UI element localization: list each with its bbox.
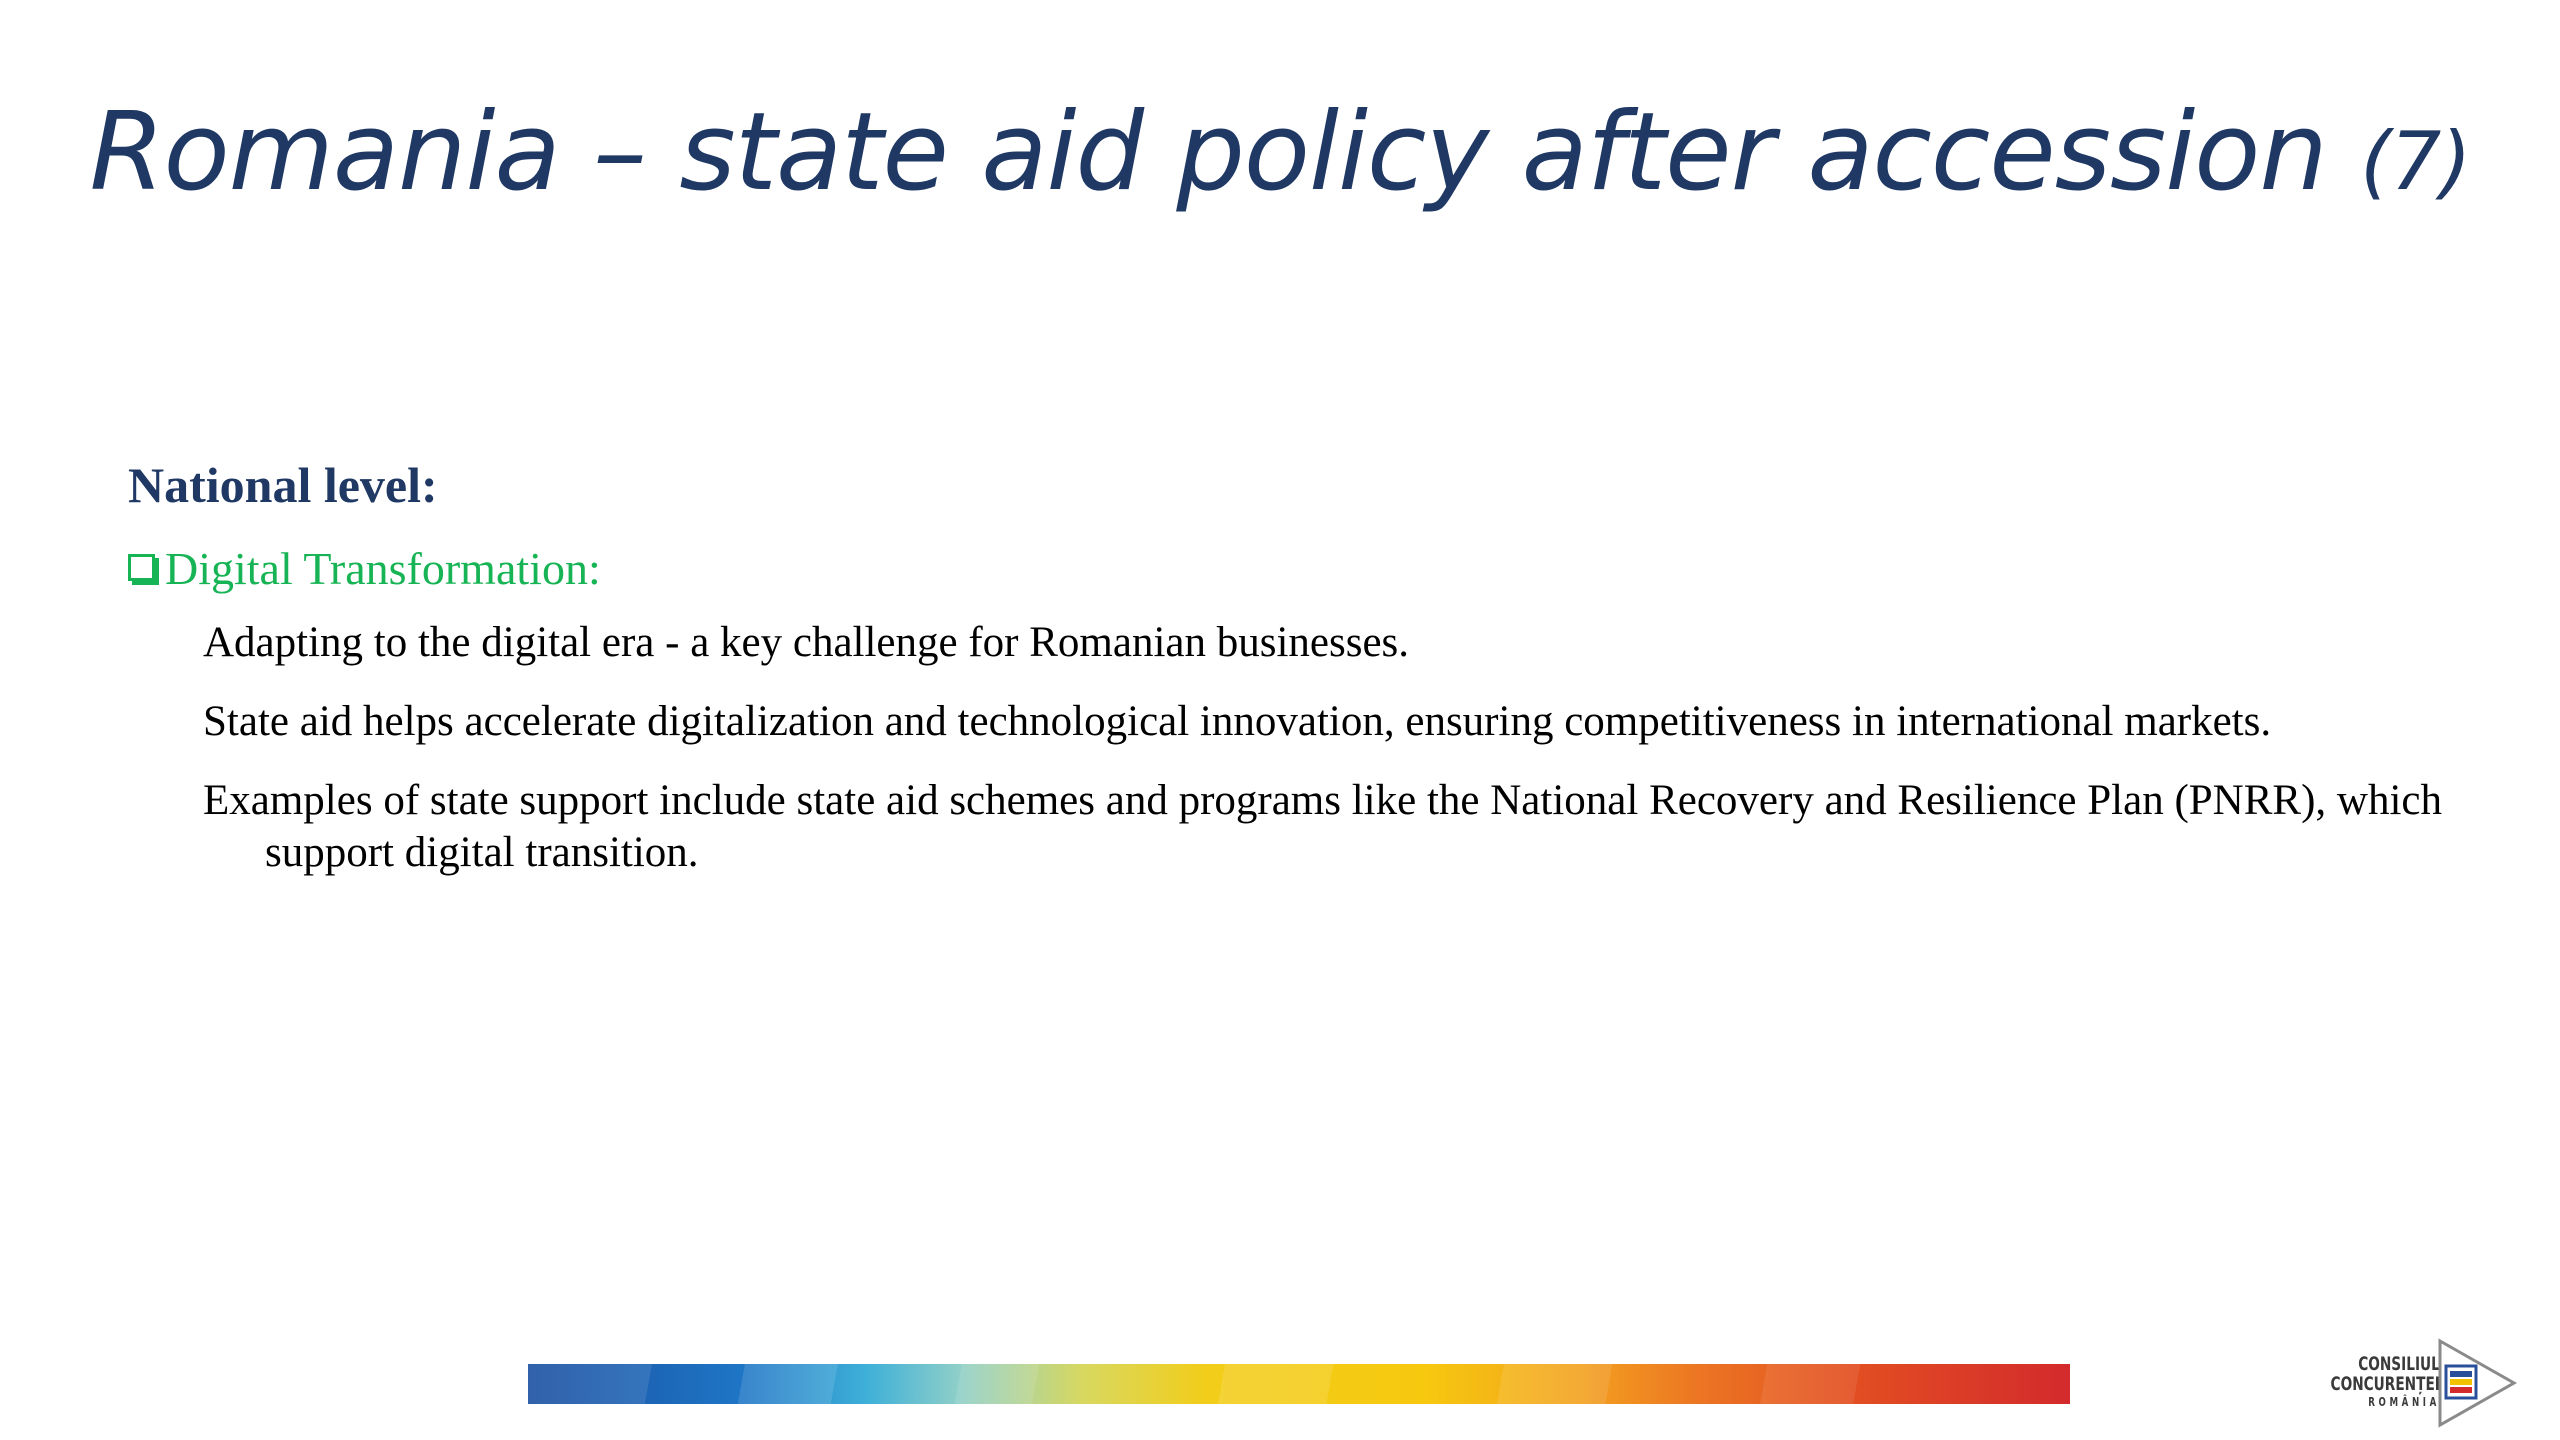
subheading-label: Digital Transformation: — [165, 543, 601, 594]
logo-line-1: CONSILIUL — [2358, 1353, 2440, 1375]
consiliul-concurentei-logo — [2318, 1338, 2518, 1428]
slide-title-number: (7) — [2360, 115, 2471, 208]
decorative-color-bar — [528, 1364, 2070, 1404]
paragraph: State aid helps accelerate digitalization and technological innovation, ensuring competitiveness in international markets. — [203, 698, 2272, 745]
slide-content — [128, 455, 2458, 906]
paragraph: Adapting to the digital era - a key challenge for Romanian businesses. — [203, 619, 1410, 666]
logo-text — [2331, 1354, 2440, 1410]
section-heading: National level: — [128, 457, 438, 513]
subheading — [128, 541, 2458, 597]
logo-play-icon — [2436, 1338, 2518, 1428]
logo-line-2: CONCURENȚEI — [2330, 1373, 2440, 1395]
logo-line-3: ROMÂNIA — [2368, 1395, 2440, 1409]
slide-title — [0, 90, 2560, 215]
slide-title-main: Romania – state aid policy after accession — [89, 90, 2327, 215]
checkbox-bullet-icon — [128, 554, 155, 581]
paragraph: Examples of state support include state aid schemes and programs like the National Recovery and Resilience Plan (PNRR), which support digital transition. — [203, 777, 2443, 876]
